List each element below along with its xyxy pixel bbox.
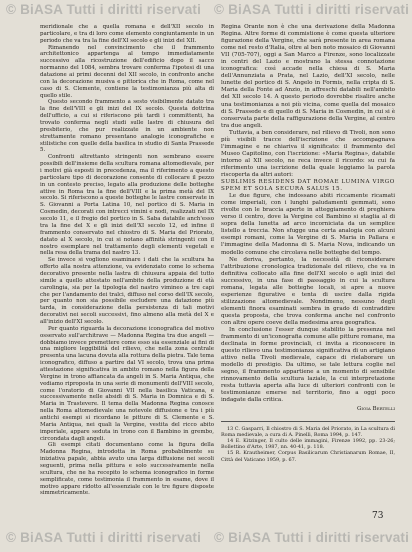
right-column — [221, 24, 395, 463]
paragraph: In conclusione l'esser dunque stabilito la presenza nel frammento di un'iconografia comune alle pitture romane, ma declinata in forme provinciali, ci invita a riconoscere in questo rilievo una testimonianza significativa di un artigiano attivo nella Tivoli medievale, capace di rielaborare un modello di prestigio. Da ultimo, se tale lettura coglie nel segno, il frammento appartiene a un momento di sensibile rinnovamento della scultura laziale, la cui interpretazione resta tuttavia aperta alla luce di ulteriori confronti con le testimonianze emerse nel territorio, fino a oggi poco indagate dalla critica. — [221, 327, 395, 404]
author-signature: Gioia Bertelli — [356, 405, 395, 412]
paragraph: Per quanto riguarda la decorazione iconografica del motivo osservato sull'architrave — Madonna Regina tra due angeli — dobbiamo invece premettere come esso sia essenziale ai fini di una migliore leggibilità del rilievo, che nella zona centrale presenta una lacuna dovuta alla rottura della pietra. Tale tema iconografico, diffuso a partire dal VI secolo, trova una prima attestazione significativa in ambito romano nella figura della Vergine in trono affiancata da angeli in S. Maria Antiqua, che vediamo riproposta in una serie di monumenti dell'VIII secolo, come l'oratorio di Giovanni VII nella basilica Vaticana, e successivamente nelle absidi di S. Maria in Domnica e di S. Maria in Trastevere. Il tema della Madonna Regina conosce nella Roma altomedievale una notevole diffusione e tra i più antichi esempi si ricordano le pitture di S. Clemente e S. Maria Antiqua, nei quali la Vergine, vestita del ricco abito imperiale, appare seduta in trono con il Bambino in grembo, circondata dagli angeli. — [40, 325, 214, 442]
paragraph: Le due figure, che indossano abiti riccamente ricamati come imperiali, con i lunghi paludamenti gemmati, sono rivolte con le braccia aperte in atteggiamento di preghiera verso il centro, dove la Vergine col Bambino si staglia al di sopra della lunetta ad arco incorniciata da un semplice listello a treccia. Non sfugge una certa analogia con alcuni esempi romani, come la Vergine di S. Maria in Pallara e l'immagine della Madonna di S. Maria Nova, indicando un modello comune che circolava nelle botteghe del tempo. — [221, 193, 395, 256]
paragraph: Tuttavia, a ben considerare, nel rilievo di Tivoli, non sono più visibili tracce dell'iscrizione che accompagnava l'immagine e ne chiariva il significato: il frammento del Museo Capitolino, con l'iscrizione: «Maria Regina», databile intorno al XII secolo, ne reca invece il ricordo: su cui fa riferimento una iscrizione della quale leggiamo la parola riscoperta da altri autori: — [221, 129, 395, 178]
footnote: 13 C. Gasparri, Il chiostro di S. Maria del Priorato, in La scultura di Roma medievale, a cura di A. Pinelli, Roma 1994, p. 147. — [221, 425, 395, 438]
paragraph: Ne deriva, pertanto, la necessità di riconsiderare l'attribuzione cronologica tradizionale del rilievo, che va in definitiva collocato alla fine dell'XI secolo o agli inizi del successivo, in una fase di passaggio in cui la scultura romana, legata alle botteghe locali, si apre a nuove esperienze figurative e tenta di uscire dalla rigida stilizzazione altomedievale. Nondimeno, nessuno degli elementi finora esaminati sembra in grado di contraddire questa proposta, che trova conferma anche nel confronto con altre opere coeve della medesima area geografica. — [221, 256, 395, 326]
footnotes — [221, 421, 395, 463]
paragraph: Questo secondo frammento a sesto visibilmente datato tra la fine dell'VIII e gli inizi del IX secolo. Questa dottrina dell'ufficio, a cui si riferiscono più tardi i committenti, ha trovato conferma negli studi sulle lastre di chiusura del presbiterio, che pur realizzate in un ambiente non strettamente romano presentano analogie iconografiche e stilistiche con quelle della basilica in studio di Santa Prassede 5. — [40, 99, 214, 154]
inscription: SUBLIMIS RESIDENS DAT ROMAE LUMINA VIRGO SPEM ET SOLA SECURA SALUS 15. — [221, 179, 395, 193]
page-number: 73 — [372, 511, 384, 521]
paragraph: meridionale che a quella romana e dell'XII secolo in particolare, e tra di loro come elemento congiuntamente in un periodo che va tra la fine dell'XI secolo e gli inizi del XII. — [40, 24, 214, 44]
footnote: 15 R. Krautheimer, Corpus Basilicarum Christianarum Romae, II, Città del Vaticano 1959, p. 67. — [221, 450, 395, 463]
watermark: © BiASA Tutti i diritti riservati — [214, 530, 410, 545]
paragraph: Regina Orante non è che una derivazione della Madonna Regina. Altre forme di commistione è come questa ulteriore figurazione della Vergine, che sarà presente in area romana come nel resto d'Italia, oltre al ben noto mosaico di Giovanni VII (705-707), oggi a San Marco a Firenze, sono localizzate in centri del Lazio e mostrano la stessa connotazione iconografica: così accade nella chiesa di S. Maria dell'Annunziata a Prata, nel Lazio, dell'XI secolo, nelle lunette del portico di S. Angelo in Formis, nella cripta di S. Maria della Fonte ad Anzio, in affreschi databili nell'ambito del XII secolo 14. A questo periodo dovrebbe risalire anche una testimonianza a noi più vicina, come quella del mosaico di S. Prassede e di quello di S. Maria in Cosmedin, in cui si è conservata parte della raffigurazione della Vergine, al centro tra due angeli. — [221, 24, 395, 129]
watermark: © BiASA Tutti i diritti riservati — [6, 530, 202, 545]
watermark: © BiASA Tutti i diritti riservati — [214, 2, 410, 17]
footnote: 14 E. Kitzinger, Il culto delle immagini, Firenze 1992, pp. 23-26; Bollettino d'Arte, 1987, nn. 40-41, p. 118. — [221, 437, 395, 451]
paragraph: Gli esempi citati documentano come la figura della Madonna Regina, introdotta in Roma probabilmente su iniziativa papale, abbia avuto una larga diffusione nei secoli seguenti, prima nella pittura e solo successivamente nella scultura, che ne ha recepito lo schema iconografico in forme semplificate, come testimonia il frammento in esame, dove il motivo appare ridotto all'essenziale con le tre figure disposte simmetricamente. — [40, 442, 214, 497]
left-column — [40, 24, 214, 497]
paragraph: Rimanendo nel convincimento che il frammento architettonico appartenga al tempo immediatamente successivo alla ricostruzione dell'edificio dopo il sacco normanno del 1084, sembra trovare conferma l'ipotesi di una datazione ai primi decenni del XII secolo, in confronto anche con la decorazione musiva e pittorica che in Roma, come nel caso di S. Clemente, contiene la testimonianza più alta di quello stile. — [40, 44, 214, 99]
watermark: © BiASA Tutti i diritti riservati — [6, 2, 202, 17]
paragraph: Se invece si vogliono esaminare i dati che la scultura ha offerto alla nostra attenzione, va evidenziato come lo schema decorativo presente nella lastra di chiusura appaia del tutto simile a quello attestato nell'ambito della produzione di età carolingia, sia per la tipologia del nastro vimineo a tre capi che per l'andamento dei tralci, diffuso nel corso dell'IX secolo, per quanto non sia possibile escludere una datazione più tarda, in considerazione della persistenza di tali motivi decorativi nei secoli successivi, fino almeno alla metà del X e all'inizio dell'XI secolo. — [40, 257, 214, 325]
paragraph: Confronti altrettanto stringenti non sembrano essere possibili dell'insieme della scultura romana altomedievale, per i motivi già esposti in precedenza, ma il riferimento a questo particolare tipo di decorazione consente di collocare il pezzo in un contesto preciso, legato alla produzione delle botteghe attive in Roma tra la fine dell'VIII e la prima metà del IX secolo. Si riferiscono a queste botteghe le lastre conservate in S. Giovanni a Porta Latina 10, nel portico di S. Maria in Cosmedin, decorati con intrecci vimini e nodi, realizzati nel IX secolo 11, e il fregio del portico in S. Saba databile anch'esso tra la fine del X e gli inizi dell'XI secolo 12, ed infine il frammento conservato nel chiostro di S. Maria del Priorato, datato al X secolo, in cui si notano affinità stringenti con il nostro esemplare nel trattamento degli elementi vegetali e nella resa della trama del nastro 13. — [40, 154, 214, 257]
